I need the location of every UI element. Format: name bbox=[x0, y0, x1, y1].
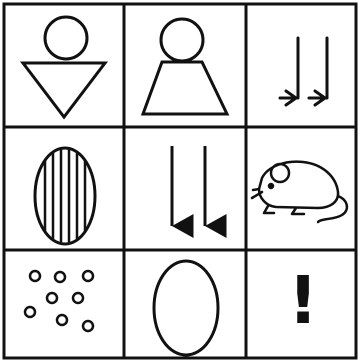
cell-ellipse bbox=[154, 261, 218, 355]
cell-two-down-arrows bbox=[172, 146, 205, 226]
cell-circle-over-trapezoid bbox=[143, 19, 227, 114]
cell-circle-dots bbox=[25, 271, 93, 331]
cell-vertically-striped-ellipse bbox=[35, 140, 95, 250]
cell-mouse bbox=[252, 162, 347, 222]
cell-two-down-arrows-turning-right bbox=[280, 38, 327, 105]
cell-circle-over-inverted-triangle bbox=[23, 17, 105, 117]
cell-exclamation-mark: ! bbox=[287, 262, 319, 339]
